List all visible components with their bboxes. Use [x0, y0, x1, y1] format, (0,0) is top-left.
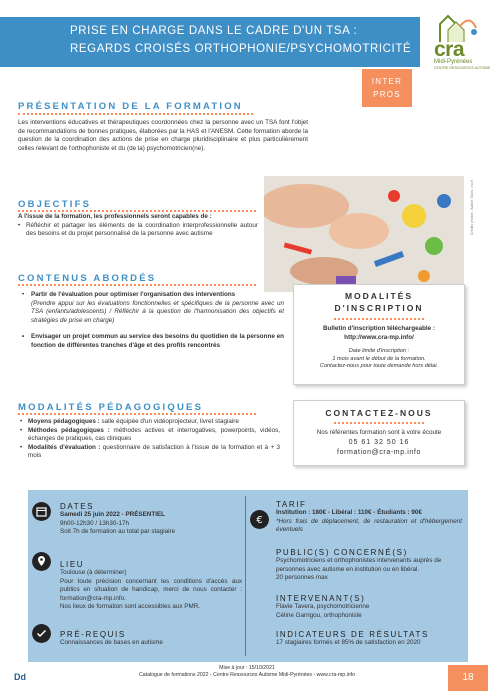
prereq-label: PRÉ-REQUIS	[60, 630, 126, 639]
photo-credit: Crédits photos : Adobe Stock, cra.fr	[470, 180, 474, 236]
contenus-item-1: • Partir de l'évaluation pour optimiser l'organisation des interventions (Prendre appui sur les évaluations fonctionnelles et spécifiques de la personne avec un TSA (enfants/adolescents) / Réfléchir à la question de l'harmonisation des objectifs et stratégies de prise en charge)	[22, 291, 284, 325]
interpros-tag: INTER PROS	[362, 69, 412, 107]
contact-box	[293, 400, 465, 466]
inscription-link[interactable]: http://www.cra-mp.info/	[344, 333, 414, 341]
euro-icon	[250, 510, 269, 529]
contact-phone[interactable]: 05 61 32 50 16	[348, 439, 410, 446]
presentation-title: PRÉSENTATION DE LA FORMATION	[18, 101, 243, 112]
list-item: • Méthodes pédagogiques : méthodes actives et interrogatives, powerpoints, vidéos, échanges de pratiques, cas cliniques	[20, 427, 280, 444]
dates-label: DATES	[60, 502, 95, 511]
pedagogiques-title: MODALITÉS PÉDAGOGIQUES	[18, 402, 204, 413]
divider	[18, 113, 253, 115]
inscription-title-1: MODALITÉS	[344, 291, 414, 301]
title-banner	[0, 17, 420, 67]
inscription-box	[293, 284, 465, 385]
update-date: Mise à jour : 15/10/2021	[219, 665, 275, 671]
dates-hours: 9h00-12h30 / 13h30-17h	[60, 519, 129, 527]
page-number: 18	[448, 665, 488, 691]
checklist-icon	[32, 624, 51, 643]
list-item: • Réfléchir et partager les éléments de la coordination interprofessionnelle autour des besoins et du projet personnalisé de la personne avec autisme	[18, 222, 258, 239]
deadline-text: 1 mois avant le début de la formation.	[332, 355, 426, 362]
divider	[334, 422, 424, 424]
prereq-text: Connaissances de bases en autisme	[60, 639, 163, 646]
calendar-icon	[32, 502, 51, 521]
public-text: Psychomotriciens et orthophonistes intervenants auprès de personnes avec autisme en institution ou en libéral.	[276, 557, 442, 573]
contact-note: Contactez-nous pour toute demande hors délai.	[319, 363, 439, 369]
logo-text: cra	[434, 38, 465, 61]
contenus-item-2: • Envisager un projet commun au service des besoins du quotidien de la personne en fonction de différentes tranches d'âge et des profils rencontrés	[22, 333, 284, 350]
panel-separator	[245, 496, 246, 656]
contact-email[interactable]: formation@cra-mp.info	[337, 449, 421, 456]
lieu-text: Pour toute précision concernant les conditions d'accès aux publics en situation de handicap, merci de nous contacter : formation@cra-mp.info.	[60, 577, 242, 602]
intervenant-1: Flavie Tavera, psychomotricienne	[276, 603, 370, 610]
public-label: PUBLIC(S) CONCERNÉ(S)	[276, 548, 408, 557]
lieu-pmr: Nos lieux de formation sont accessibles aux PMR.	[60, 603, 200, 610]
svg-text:€: €	[256, 515, 263, 526]
title-line-1: PRISE EN CHARGE DANS LE CADRE D'UN TSA :	[70, 25, 358, 37]
list-item: • Moyens pédagogiques : salle équipée d'un vidéoprojecteur, livret stagiaire	[20, 418, 280, 427]
intervenants-label: INTERVENANT(S)	[276, 594, 366, 603]
objectifs-list	[18, 222, 258, 239]
objectifs-intro: A l'issue de la formation, les professionnels seront capables de :	[18, 213, 212, 220]
presentation-text: Les interventions éducatives et thérapeutiques coordonnées chez la personne avec un TSA font l'objet de recommandations de bonnes pratiques, élaborées par la HAS et l'ANESM. Cette formation aborde la question de la coordination des actions de prise en charge pluridisciplinaire et plus particulièrement celles relevant de l'orthophoniste et du (de la) psychomotricien(ne).	[18, 119, 308, 152]
public-max: 20 personnes max	[276, 574, 328, 581]
contact-title: CONTACTEZ-NOUS	[325, 408, 433, 418]
indicateurs-label: INDICATEURS DE RÉSULTATS	[276, 630, 429, 639]
title-line-2: REGARDS CROISÉS ORTHOPHONIE/PSYCHOMOTRICITÉ	[70, 43, 412, 55]
dates-duration: Soit 7h de formation au total par stagiaire	[60, 528, 176, 535]
location-pin-icon	[32, 552, 51, 571]
dates-main: Samedi 25 juin 2022 - PRÉSENTIEL	[60, 511, 165, 518]
list-item: • Modalités d'évaluation : questionnaire de satisfaction à l'issue de la formation et à + 3 mois	[20, 444, 280, 461]
catalogue-line: Catalogue de formations 2022 - Centre Ressources Autisme Midi-Pyrénées - www.cra-mp.info	[139, 672, 355, 678]
lieu-city: Toulouse (à déterminer)	[60, 569, 127, 576]
indicateurs-text: 17 stagiaires formés et 85% de satisfaction en 2020	[276, 639, 421, 646]
logo-subtitle: Midi-Pyrénées CENTRE RESSOURCES AUTISME	[434, 59, 491, 70]
divider	[18, 284, 256, 286]
tarif-label: TARIF	[276, 500, 307, 509]
tarif-note: *Hors frais de déplacement, de restauration et d'hébergement éventuels	[276, 517, 462, 533]
bulletin-label: Bulletin d'inscription téléchargeable :	[322, 325, 436, 332]
divider	[334, 318, 424, 320]
info-panel	[28, 490, 468, 662]
tarif-main: Institution : 180€ - Libéral : 110€ - Étudiants : 90€	[276, 509, 422, 516]
hands-crafts-photo	[264, 176, 464, 292]
datadock-badge: Dd	[14, 672, 26, 682]
contenus-title: CONTENUS ABORDÉS	[18, 273, 157, 284]
divider	[18, 210, 256, 212]
objectifs-title: OBJECTIFS	[18, 199, 92, 210]
pedagogiques-list	[20, 418, 280, 461]
deadline-label: Date limite d'inscription :	[348, 348, 410, 354]
intervenant-2: Céline Garrigou, orthophoniste	[276, 611, 362, 619]
inscription-title-2: D'INSCRIPTION	[334, 303, 424, 313]
footer	[0, 665, 494, 679]
divider	[18, 413, 256, 415]
lieu-label: LIEU	[60, 560, 85, 569]
contact-text: Nos référentes formation sont à votre écoute	[316, 429, 442, 436]
